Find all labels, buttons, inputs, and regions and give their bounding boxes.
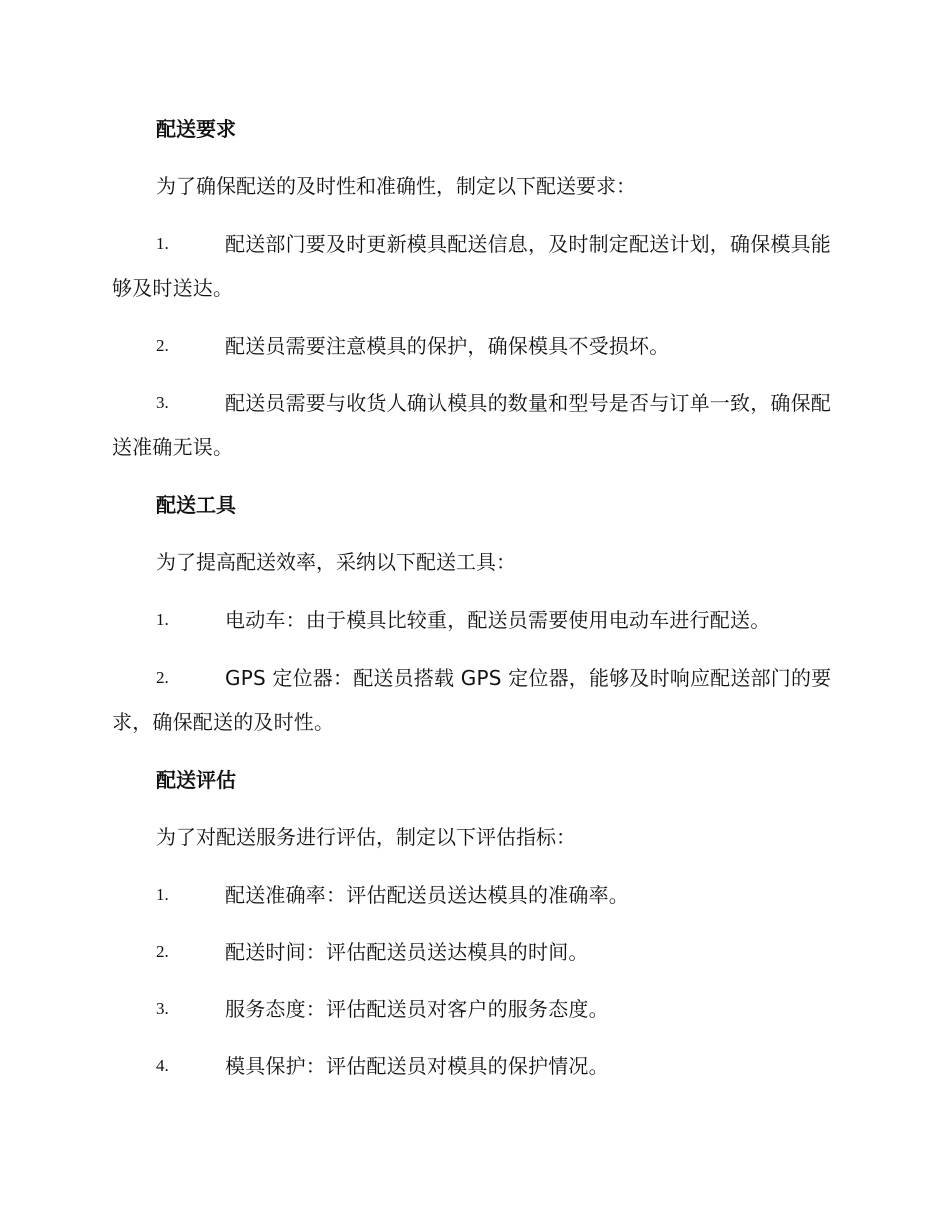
list-item-text: 配送部门要及时更新模具配送信息，及时制定配送计划，确保模具能够及时送达。 xyxy=(112,232,831,300)
list-item-number: 1. xyxy=(156,610,169,629)
list-item xyxy=(112,598,838,642)
list-item-number: 2. xyxy=(156,336,169,355)
section-heading-delivery-requirements: 配送要求 xyxy=(156,117,236,141)
section-intro-delivery-requirements: 为了确保配送的及时性和准确性，制定以下配送要求： xyxy=(156,174,636,198)
list-item-text: 模具保护：评估配送员对模具的保护情况。 xyxy=(225,1054,609,1078)
list-item xyxy=(112,873,838,917)
list-item-number: 2. xyxy=(156,668,169,687)
list-item-text: 服务态度：评估配送员对客户的服务态度。 xyxy=(225,997,609,1021)
section-intro-delivery-tools: 为了提高配送效率，采纳以下配送工具： xyxy=(156,550,516,574)
list-item xyxy=(112,222,838,310)
list-item xyxy=(112,987,838,1031)
section-heading-delivery-evaluation: 配送评估 xyxy=(156,768,236,792)
list-item xyxy=(112,656,838,744)
section-heading-delivery-tools: 配送工具 xyxy=(156,493,236,517)
list-item xyxy=(112,930,838,974)
list-item xyxy=(112,1044,838,1088)
list-item-number: 1. xyxy=(156,234,169,253)
list-item-text: 配送时间：评估配送员送达模具的时间。 xyxy=(225,940,589,964)
list-item-text: 配送员需要与收货人确认模具的数量和型号是否与订单一致，确保配送准确无误。 xyxy=(112,391,831,459)
list-item-number: 2. xyxy=(156,942,169,961)
list-item-text: GPS 定位器：配送员搭载 GPS 定位器，能够及时响应配送部门的要求，确保配送的及时性。 xyxy=(112,666,832,734)
list-item-number: 3. xyxy=(156,393,169,412)
list-item xyxy=(112,381,838,469)
list-item-text: 配送准确率：评估配送员送达模具的准确率。 xyxy=(225,883,629,907)
list-item-text: 配送员需要注意模具的保护，确保模具不受损坏。 xyxy=(225,334,670,358)
list-item-number: 3. xyxy=(156,999,169,1018)
list-item-text: 电动车：由于模具比较重，配送员需要使用电动车进行配送。 xyxy=(225,608,771,632)
list-item-number: 4. xyxy=(156,1056,169,1075)
list-item-number: 1. xyxy=(156,885,169,904)
list-item xyxy=(112,324,838,368)
section-intro-delivery-evaluation: 为了对配送服务进行评估，制定以下评估指标： xyxy=(156,825,576,849)
